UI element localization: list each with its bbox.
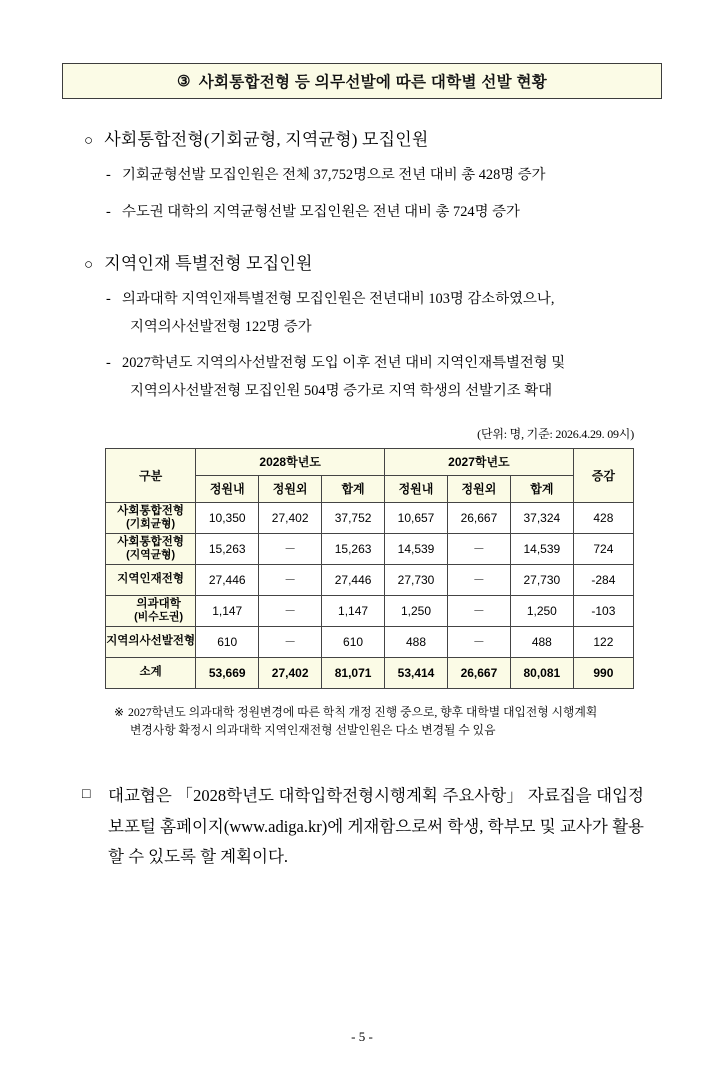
row-label-0-line2: (기회균형) xyxy=(126,518,176,531)
square-bullet-icon: □ xyxy=(82,785,91,802)
heading-1 xyxy=(84,125,662,150)
closing-paragraph xyxy=(82,781,644,873)
cell-4-1: － xyxy=(259,626,322,657)
cell-4-0: 610 xyxy=(196,626,259,657)
row-label-3-box xyxy=(118,597,183,625)
circle-bullet-icon: ○ xyxy=(84,256,94,274)
selection-status-table xyxy=(105,448,634,689)
cell-2-2: 27,446 xyxy=(322,564,385,595)
row-label-0-line1: 사회통합전형 xyxy=(117,504,184,517)
cell-3-2: 1,147 xyxy=(322,595,385,626)
cell-1-5: 14,539 xyxy=(510,533,573,564)
document-page xyxy=(0,63,724,1087)
cell-total-3: 53,414 xyxy=(385,657,448,688)
th-2027-inside: 정원내 xyxy=(385,475,448,502)
bullet-item-2-1-body xyxy=(122,289,662,338)
table-row xyxy=(106,564,634,595)
row-label-4: 지역의사선발전형 xyxy=(106,626,196,657)
cell-2-3: 27,730 xyxy=(385,564,448,595)
cell-0-5: 37,324 xyxy=(510,502,573,533)
row-label-1-line1: 사회통합전형 xyxy=(117,535,184,548)
data-table-wrapper xyxy=(105,448,634,689)
cell-1-1: － xyxy=(259,533,322,564)
cell-1-2: 15,263 xyxy=(322,533,385,564)
cell-2-1: － xyxy=(259,564,322,595)
dash-icon: - xyxy=(106,355,111,372)
row-label-1-line2: (지역균형) xyxy=(126,549,176,562)
cell-total-6: 990 xyxy=(573,657,633,688)
circle-bullet-icon: ○ xyxy=(84,132,94,149)
cell-4-6: 122 xyxy=(573,626,633,657)
cell-total-0: 53,669 xyxy=(196,657,259,688)
table-row xyxy=(106,533,634,564)
th-change: 증감 xyxy=(573,448,633,502)
table-header-row-1 xyxy=(106,448,634,475)
th-2027-total: 합계 xyxy=(510,475,573,502)
table-row xyxy=(106,626,634,657)
heading-1-text: 사회통합전형(기회균형, 지역균형) 모집인원 xyxy=(104,130,429,149)
cell-4-5: 488 xyxy=(510,626,573,657)
dash-icon: - xyxy=(106,291,111,308)
row-label-3-line2: (비수도권) xyxy=(134,611,184,624)
bullet-item-1-2-text: 수도권 대학의 지역균형선발 모집인원은 전년 대비 총 724명 증가 xyxy=(122,203,520,220)
cell-4-3: 488 xyxy=(385,626,448,657)
footnote-line2: 변경사항 확정시 의과대학 지역인재전형 선발인원은 다소 변경될 수 있음 xyxy=(130,722,496,737)
th-2028-total: 합계 xyxy=(322,475,385,502)
heading-2-text: 지역인재 특별전형 모집인원 xyxy=(104,254,313,274)
th-2028-inside: 정원내 xyxy=(196,475,259,502)
asterisk-icon: ※ xyxy=(114,704,124,719)
unit-note: (단위: 명, 기준: 2026.4.29. 09시) xyxy=(477,426,634,441)
bullet-item-2-2-body xyxy=(122,353,662,402)
dash-icon: - xyxy=(106,203,111,220)
cell-0-2: 37,752 xyxy=(322,502,385,533)
cell-3-4: － xyxy=(447,595,510,626)
row-label-2: 지역인재전형 xyxy=(106,564,196,595)
footnote-line1: 2027학년도 의과대학 정원변경에 따른 학칙 개정 진행 중으로, 향후 대학별 대입전형 시행계획 xyxy=(128,704,598,719)
section-title-bar xyxy=(62,63,662,99)
cell-1-3: 14,539 xyxy=(385,533,448,564)
bullet-item-2-2-line1: 2027학년도 지역의사선발전형 도입 이후 전년 대비 지역인재특별전형 및 xyxy=(122,355,566,372)
cell-4-4: － xyxy=(447,626,510,657)
bullet-item-1-1 xyxy=(106,165,662,187)
row-label-1 xyxy=(106,533,196,564)
cell-3-3: 1,250 xyxy=(385,595,448,626)
cell-2-0: 27,446 xyxy=(196,564,259,595)
bullet-item-1-1-text: 기회균형선발 모집인원은 전체 37,752명으로 전년 대비 총 428명 증가 xyxy=(122,167,546,183)
table-row xyxy=(106,595,634,626)
cell-2-5: 27,730 xyxy=(510,564,573,595)
th-group-2027: 2027학년도 xyxy=(385,448,574,475)
row-label-3-line1: 의과대학 xyxy=(136,597,181,610)
cell-0-1: 27,402 xyxy=(259,502,322,533)
section-number: ③ xyxy=(176,73,191,90)
cell-4-2: 610 xyxy=(322,626,385,657)
row-label-total: 소계 xyxy=(106,657,196,688)
th-group-2028: 2028학년도 xyxy=(196,448,385,475)
bullet-item-2-2-line2: 지역의사선발전형 모집인원 504명 증가로 지역 학생의 선발기조 확대 xyxy=(130,383,553,400)
cell-3-6: -103 xyxy=(573,595,633,626)
table-row xyxy=(106,502,634,533)
bullet-item-2-1-line2: 지역의사선발전형 122명 증가 xyxy=(130,318,312,335)
page-number: - 5 - xyxy=(351,1029,373,1044)
cell-0-4: 26,667 xyxy=(447,502,510,533)
th-2028-outside: 정원외 xyxy=(259,475,322,502)
cell-2-4: － xyxy=(447,564,510,595)
cell-0-6: 428 xyxy=(573,502,633,533)
dash-icon: - xyxy=(106,167,111,183)
row-label-3 xyxy=(106,595,196,626)
closing-paragraph-text: 대교협은 「2028학년도 대학입학전형시행계획 주요사항」 자료집을 대입정보포털 홈페이지(www.adiga.kr)에 게재함으로써 학생, 학부모 및 교사가 활용할 수 있도록 할 계획이다. xyxy=(108,786,644,867)
footnote-body xyxy=(128,703,628,740)
th-2027-outside: 정원외 xyxy=(447,475,510,502)
section-title-text: 사회통합전형 등 의무선발에 따른 대학별 선발 현황 xyxy=(198,74,548,91)
bullet-item-2-1-line1: 의과대학 지역인재특별전형 모집인원은 전년대비 103명 감소하였으나, xyxy=(122,291,555,308)
cell-total-5: 80,081 xyxy=(510,657,573,688)
bullet-item-1-2 xyxy=(106,202,662,224)
table-footnote xyxy=(114,703,628,740)
cell-total-4: 26,667 xyxy=(447,657,510,688)
table-total-row xyxy=(106,657,634,688)
bullet-item-2-2 xyxy=(106,353,662,402)
cell-total-2: 81,071 xyxy=(322,657,385,688)
cell-2-6: -284 xyxy=(573,564,633,595)
heading-2 xyxy=(84,249,662,274)
row-label-0 xyxy=(106,502,196,533)
cell-0-0: 10,350 xyxy=(196,502,259,533)
cell-3-1: － xyxy=(259,595,322,626)
cell-0-3: 10,657 xyxy=(385,502,448,533)
bullet-item-2-1 xyxy=(106,289,662,338)
cell-1-0: 15,263 xyxy=(196,533,259,564)
cell-total-1: 27,402 xyxy=(259,657,322,688)
cell-1-4: － xyxy=(447,533,510,564)
cell-3-5: 1,250 xyxy=(510,595,573,626)
cell-1-6: 724 xyxy=(573,533,633,564)
cell-3-0: 1,147 xyxy=(196,595,259,626)
th-col-label: 구분 xyxy=(106,448,196,502)
